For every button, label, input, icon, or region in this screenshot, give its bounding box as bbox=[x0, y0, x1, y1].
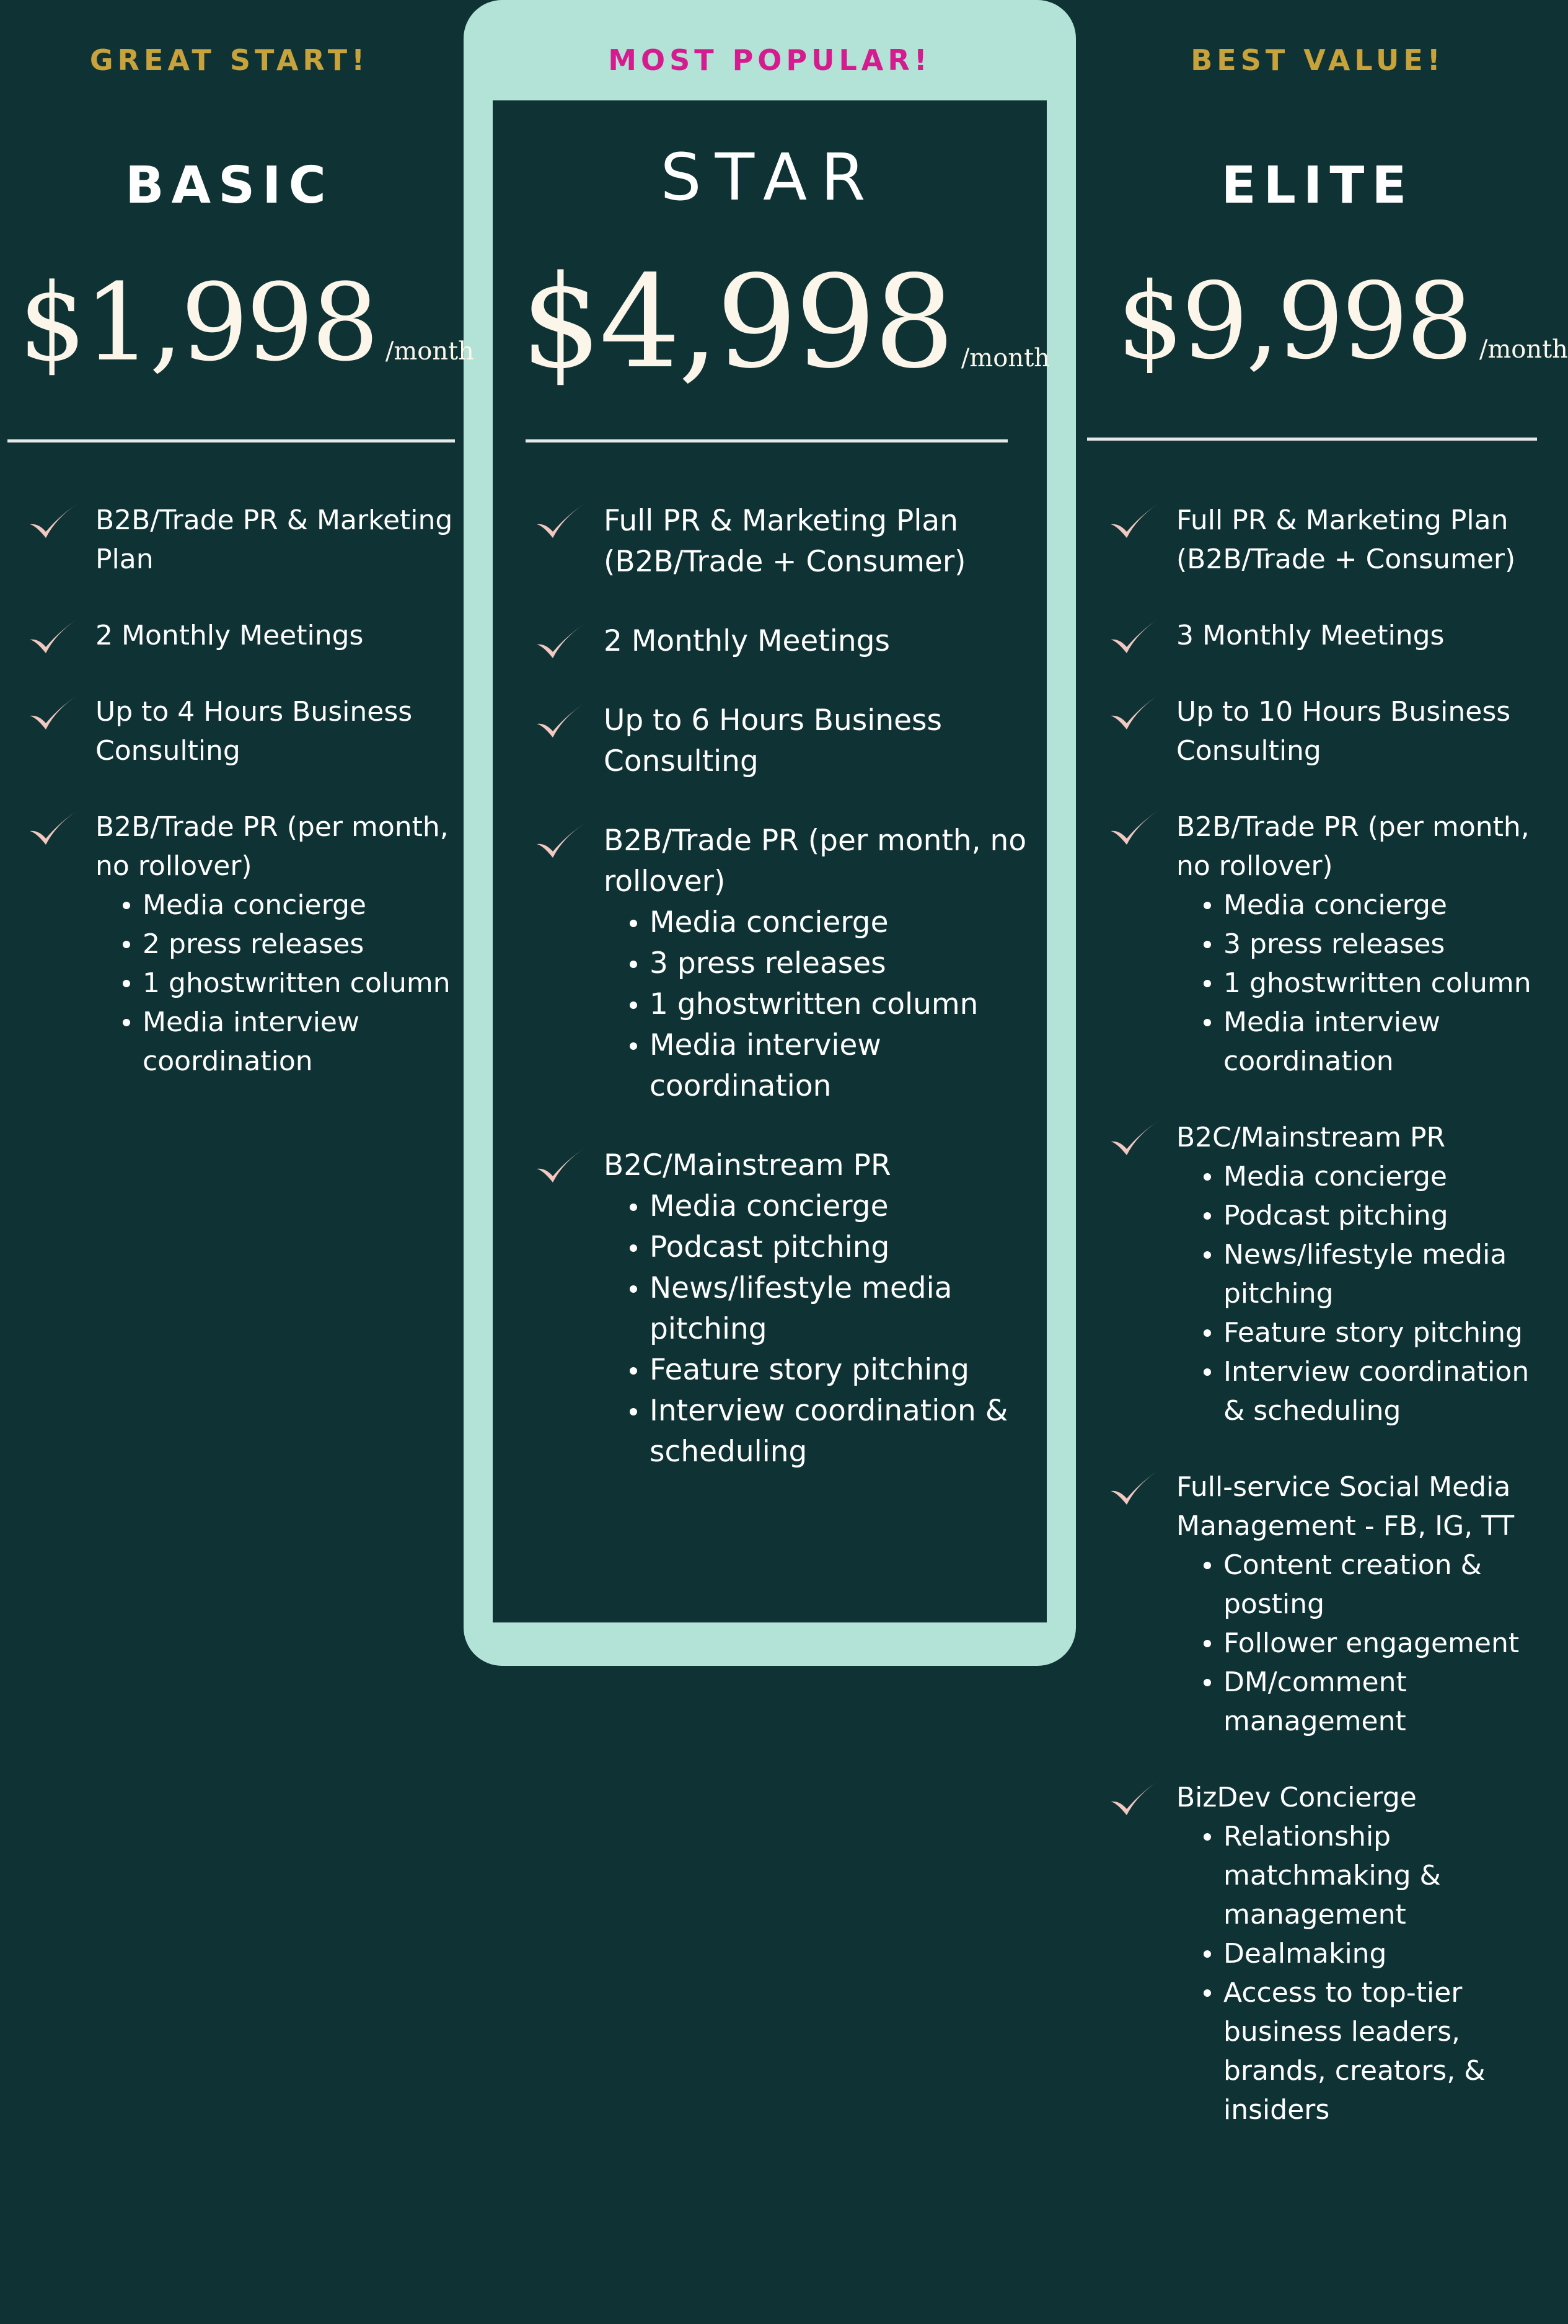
feature-title: BizDev Concierge bbox=[1176, 1782, 1417, 1813]
plan-name: ELITE bbox=[1221, 156, 1414, 215]
plan-name: BASIC bbox=[125, 156, 333, 215]
price-period: /month bbox=[961, 344, 1050, 372]
feature-sub-item: Media concierge bbox=[1201, 886, 1548, 925]
feature-sub-item: Media concierge bbox=[627, 902, 1067, 943]
feature-title: Up to 6 Hours Business Consulting bbox=[604, 703, 943, 778]
checkmark-icon bbox=[1108, 691, 1161, 734]
feature-sub-item: 1 ghostwritten column bbox=[627, 984, 1067, 1025]
feature-title: B2B/Trade PR & Marketing Plan bbox=[95, 504, 453, 575]
feature-item bbox=[534, 700, 1067, 782]
feature-sub-item: Dealmaking bbox=[1201, 1934, 1548, 1973]
feature-sub-item: 2 press releases bbox=[120, 925, 455, 964]
feature-item bbox=[534, 501, 1067, 583]
feature-sub-list bbox=[604, 902, 1067, 1107]
plan-price bbox=[19, 260, 474, 385]
feature-item bbox=[1108, 1468, 1548, 1741]
price-amount: $1,998 bbox=[19, 260, 377, 385]
feature-sub-item: Media concierge bbox=[1201, 1157, 1548, 1196]
checkmark-icon bbox=[534, 1144, 588, 1187]
feature-title: B2C/Mainstream PR bbox=[604, 1148, 891, 1182]
feature-sub-item: News/lifestyle media pitching bbox=[627, 1268, 1067, 1350]
feature-item bbox=[534, 821, 1067, 1107]
plan-price bbox=[1117, 260, 1568, 383]
checkmark-icon bbox=[27, 691, 81, 734]
feature-title: 2 Monthly Meetings bbox=[604, 624, 890, 658]
feature-item bbox=[1108, 1778, 1548, 2129]
feature-sub-item: 1 ghostwritten column bbox=[120, 964, 455, 1003]
plan-badge: MOST POPULAR! bbox=[608, 43, 932, 77]
feature-list bbox=[1108, 501, 1548, 2167]
divider bbox=[526, 439, 1008, 442]
feature-sub-item: 3 press releases bbox=[1201, 925, 1548, 964]
feature-sub-item: News/lifestyle media pitching bbox=[1201, 1235, 1548, 1313]
feature-sub-item: Follower engagement bbox=[1201, 1624, 1548, 1663]
feature-list bbox=[27, 501, 455, 1118]
feature-title: Full-service Social Media Management - FB, IG, TT bbox=[1176, 1471, 1515, 1542]
feature-sub-item: Media interview coordination bbox=[1201, 1003, 1548, 1081]
plan-price bbox=[521, 248, 1076, 397]
feature-sub-item: Podcast pitching bbox=[627, 1227, 1067, 1268]
checkmark-icon bbox=[534, 699, 588, 742]
feature-item bbox=[27, 616, 455, 655]
feature-item bbox=[1108, 616, 1548, 655]
plan-badge: BEST VALUE! bbox=[1191, 43, 1445, 77]
checkmark-icon bbox=[27, 806, 81, 850]
checkmark-icon bbox=[1108, 806, 1161, 850]
feature-title: B2B/Trade PR (per month, no rollover) bbox=[604, 824, 1027, 899]
price-period: /month bbox=[1479, 335, 1568, 364]
plan-name: STAR bbox=[660, 139, 879, 215]
feature-list bbox=[534, 501, 1067, 1511]
feature-sub-item: Interview coordination & scheduling bbox=[1201, 1352, 1548, 1430]
plan-badge: GREAT START! bbox=[89, 43, 369, 77]
divider bbox=[1087, 438, 1537, 441]
feature-sub-item: Feature story pitching bbox=[1201, 1313, 1548, 1352]
checkmark-icon bbox=[1108, 1117, 1161, 1160]
feature-title: B2C/Mainstream PR bbox=[1176, 1122, 1446, 1153]
divider bbox=[7, 439, 455, 442]
feature-sub-item: Media concierge bbox=[627, 1186, 1067, 1227]
feature-title: B2B/Trade PR (per month, no rollover) bbox=[1176, 811, 1530, 882]
checkmark-icon bbox=[27, 500, 81, 543]
feature-item bbox=[27, 501, 455, 579]
feature-sub-item: Feature story pitching bbox=[627, 1350, 1067, 1391]
feature-title: Up to 4 Hours Business Consulting bbox=[95, 696, 413, 767]
feature-item bbox=[534, 1145, 1067, 1472]
feature-item bbox=[1108, 501, 1548, 579]
feature-item bbox=[1108, 1118, 1548, 1430]
checkmark-icon bbox=[1108, 1466, 1161, 1510]
feature-sub-item: Media interview coordination bbox=[627, 1025, 1067, 1107]
checkmark-icon bbox=[534, 620, 588, 663]
feature-sub-item: Content creation & posting bbox=[1201, 1546, 1548, 1624]
feature-sub-item: Podcast pitching bbox=[1201, 1196, 1548, 1235]
feature-sub-item: 1 ghostwritten column bbox=[1201, 964, 1548, 1003]
feature-sub-list bbox=[95, 886, 455, 1081]
feature-title: B2B/Trade PR (per month, no rollover) bbox=[95, 811, 449, 882]
feature-sub-list bbox=[1176, 1546, 1548, 1741]
feature-sub-list bbox=[1176, 886, 1548, 1081]
checkmark-icon bbox=[27, 615, 81, 658]
feature-sub-list bbox=[1176, 1817, 1548, 2129]
feature-sub-item: DM/comment management bbox=[1201, 1663, 1548, 1741]
feature-item bbox=[27, 808, 455, 1081]
feature-sub-item: Media concierge bbox=[120, 886, 455, 925]
feature-title: Up to 10 Hours Business Consulting bbox=[1176, 696, 1511, 767]
price-period: /month bbox=[385, 337, 474, 366]
feature-sub-item: 3 press releases bbox=[627, 943, 1067, 984]
feature-title: Full PR & Marketing Plan (B2B/Trade + Consumer) bbox=[604, 504, 966, 579]
feature-item bbox=[534, 621, 1067, 662]
feature-sub-item: Interview coordination & scheduling bbox=[627, 1391, 1067, 1472]
checkmark-icon bbox=[534, 500, 588, 543]
feature-sub-item: Relationship matchmaking & management bbox=[1201, 1817, 1548, 1934]
feature-title: 2 Monthly Meetings bbox=[95, 620, 364, 651]
feature-sub-list bbox=[1176, 1157, 1548, 1430]
feature-title: 3 Monthly Meetings bbox=[1176, 620, 1445, 651]
feature-sub-item: Media interview coordination bbox=[120, 1003, 455, 1081]
checkmark-icon bbox=[1108, 1777, 1161, 1820]
price-amount: $4,998 bbox=[521, 248, 953, 397]
feature-item bbox=[1108, 808, 1548, 1081]
feature-title: Full PR & Marketing Plan (B2B/Trade + Consumer) bbox=[1176, 504, 1516, 575]
feature-item bbox=[1108, 692, 1548, 770]
checkmark-icon bbox=[534, 819, 588, 863]
feature-item bbox=[27, 692, 455, 770]
price-amount: $9,998 bbox=[1117, 260, 1471, 383]
feature-sub-item: Access to top-tier business leaders, brands, creators, & insiders bbox=[1201, 1973, 1548, 2129]
feature-sub-list bbox=[604, 1186, 1067, 1472]
checkmark-icon bbox=[1108, 615, 1161, 658]
checkmark-icon bbox=[1108, 500, 1161, 543]
